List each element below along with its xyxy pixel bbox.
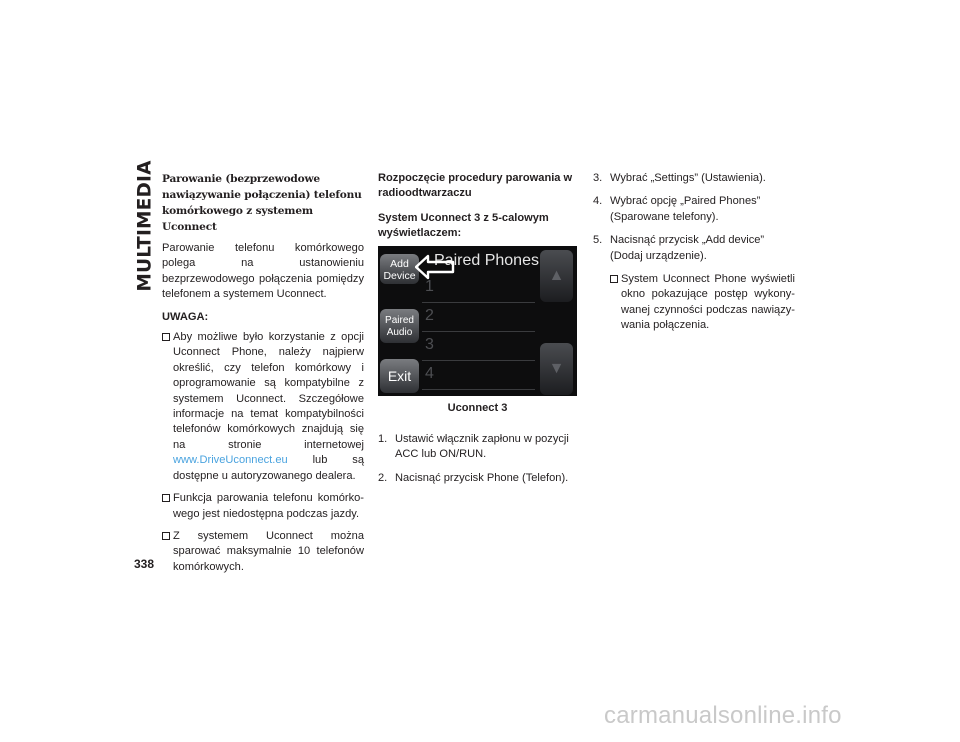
square-bullet-icon [162,532,170,540]
note-bullet-max-phones [162,529,364,575]
step-text: Nacisnąć przycisk Phone (Telefon). [395,471,569,484]
add-device-label-line1: Add [390,257,409,270]
bullet-text: Z systemem Uconnect można sparować maksymalnie 10 telefonów komórkowych. [173,529,364,573]
list-item[interactable] [422,303,535,332]
step-2 [378,471,577,486]
paired-audio-label-line1: Paired [385,314,414,326]
column-1 [162,171,364,582]
footer-watermark: carmanualsonline.info [604,702,842,729]
section-side-title [134,160,156,292]
bullet-text-cont: lub są dostępne u autoryzowanego dealera. [173,454,364,482]
step-text: Ustawić włącznik zapłonu w pozycji ACC lub ON/RUN. [395,433,569,461]
square-bullet-icon [162,333,170,341]
step-number: 5. [593,234,603,247]
step-number: 1. [378,433,388,446]
list-item-number: 1 [425,277,434,295]
square-bullet-icon [162,494,170,502]
note-label: UWAGA: [162,310,209,323]
bullet-text: Aby możliwe było korzystanie z opcji Uconnect Phone, należy najpierw określić, czy telefon komórkowy i oprogramowanie są kompatybilne z systemem Uconnect. Szczegółowe informacje na temat kompatybilności telefonów komórkowych znajdują się na stronie internetowej [173,331,364,451]
paired-phones-title: Paired Phones [434,251,539,269]
paired-audio-button[interactable] [380,309,419,343]
system-subheading: System Uconnect 3 z 5-calowym wyświetlaczem: [378,211,549,240]
step-3 [593,171,795,186]
step-text: Wybrać opcję „Paired Phones” (Sparowane telefony). [610,195,761,223]
step-text: Nacisnąć przycisk „Add device” (Dodaj urządzenie). [610,234,765,262]
add-device-label-line2: Device [383,269,416,282]
paired-audio-label-line2: Audio [386,326,413,338]
bullet-text: System Uconnect Phone wyświetli okno pokazujące postęp wykonywanej czynności podczas nawiązywania połączenia. [621,273,795,332]
intro-paragraph: Parowanie telefonu komórkowego polega na ustanowieniu bezprzewodowego połączenia pomiędzy telefonem a systemem Uconnect. [162,242,364,301]
step-number: 3. [593,172,603,184]
list-item-number: 3 [425,335,434,353]
step-number: 2. [378,471,388,484]
figure-caption: Uconnect 3 [447,401,508,414]
square-bullet-icon [610,275,618,283]
scroll-up-button[interactable] [540,250,573,302]
driveuconnect-link[interactable]: www.DriveUconnect.eu [173,454,288,467]
exit-button[interactable]: Exit [380,359,419,393]
list-item[interactable] [422,332,535,361]
column-3 [593,171,795,341]
add-device-button[interactable] [380,254,419,284]
scroll-down-button[interactable] [540,343,573,395]
triangle-down-icon: ▼ [548,359,565,377]
step-number: 4. [593,195,603,208]
section-side-title-text: MULTIMEDIA [134,160,156,292]
note-bullet-compatibility [162,330,364,484]
step-5-bullet [610,272,795,334]
pointer-arrow-icon [415,254,455,280]
triangle-up-icon: ▲ [548,266,565,284]
page-number: 338 [134,557,155,571]
step-4 [593,194,795,225]
procedure-heading: Rozpoczęcie procedury parowania w radioodtwarzaczu [378,172,573,200]
bullet-text: Funkcja parowania telefonu komórkowego jest niedostępna podczas jazdy. [173,492,364,520]
note-bullet-driving [162,491,364,522]
pairing-heading: Parowanie (bezprzewodowe nawiązywanie połączenia) telefonu komórkowego z systemem Uconnect [162,173,362,233]
step-text: Wybrać „Settings” (Ustawienia). [610,172,766,184]
step-5 [593,233,795,264]
list-item-number: 4 [425,364,434,382]
list-item-number: 2 [425,306,434,324]
step-1 [378,432,577,463]
uconnect-screen-figure [378,246,577,396]
column-2 [378,171,577,494]
list-item[interactable] [422,361,535,390]
